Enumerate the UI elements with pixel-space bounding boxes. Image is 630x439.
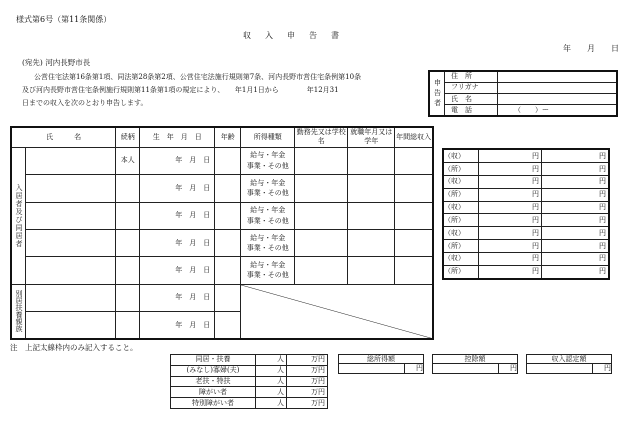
household-header-row	[11, 127, 433, 147]
member-name-cell[interactable]	[26, 284, 116, 311]
birthdate-cell[interactable]: 年 月 日	[140, 147, 215, 174]
income-side-table	[442, 148, 610, 280]
income-side-total[interactable]: 円	[542, 163, 610, 176]
relation-cell[interactable]	[116, 175, 140, 202]
income-side-amount[interactable]: 円	[479, 240, 542, 253]
header-annual-income: 年間総収入	[395, 127, 433, 147]
employment-cell[interactable]	[348, 175, 395, 202]
income-side-amount[interactable]: 円	[479, 252, 542, 265]
deduction-row	[171, 355, 328, 366]
income-side-amount[interactable]: 円	[479, 188, 542, 201]
age-cell[interactable]	[215, 147, 241, 174]
income-type-business: 事業・その他	[246, 271, 289, 280]
workplace-cell[interactable]	[295, 147, 348, 174]
income-type-cell[interactable]	[241, 257, 295, 284]
workplace-cell[interactable]	[295, 229, 348, 256]
phone-field[interactable]: （ ）ー	[498, 105, 618, 116]
workplace-cell[interactable]	[295, 175, 348, 202]
recognized-income-label: 収入認定額	[527, 355, 612, 364]
relation-cell[interactable]	[116, 202, 140, 229]
annual-income-cell[interactable]	[395, 147, 433, 174]
group-label-dependents: 別居扶養親族	[11, 284, 26, 339]
diagonal-line	[241, 285, 432, 338]
income-side-total[interactable]: 円	[542, 175, 610, 188]
total-income-value[interactable]	[339, 364, 405, 374]
income-side-total[interactable]: 円	[542, 265, 610, 279]
relation-cell[interactable]: 本人	[116, 147, 140, 174]
recognized-income-unit: 円	[593, 364, 612, 374]
income-side-row	[443, 175, 609, 188]
birthdate-cell[interactable]: 年 月 日	[140, 229, 215, 256]
annual-income-cell[interactable]	[395, 229, 433, 256]
household-table	[10, 126, 434, 340]
income-side-tag: （収）	[443, 175, 479, 188]
deduction-label: 老扶・特扶	[171, 376, 256, 387]
income-side-tag: （収）	[443, 227, 479, 240]
deduction-count[interactable]: 人	[256, 398, 287, 409]
income-side-amount[interactable]: 円	[479, 265, 542, 279]
income-side-total[interactable]: 円	[542, 252, 610, 265]
income-side-row	[443, 240, 609, 253]
deduction-row	[171, 387, 328, 398]
table-row	[11, 229, 433, 256]
deduction-amount[interactable]: 万円	[287, 398, 328, 409]
recognized-income-box	[526, 354, 612, 374]
table-row	[11, 284, 433, 311]
income-type-salary: 給与・年金	[250, 233, 286, 242]
name-field[interactable]	[498, 94, 618, 105]
applicant-side-label: 申告者	[429, 71, 445, 116]
employment-cell[interactable]	[348, 257, 395, 284]
income-side-total[interactable]: 円	[542, 214, 610, 227]
income-side-tag: （所）	[443, 188, 479, 201]
intro-line-2: 及び河内長野市営住宅条例施行規則第11条第1項の規定により、 年1月1日から 年12月31	[22, 86, 339, 94]
income-type-salary: 給与・年金	[250, 260, 286, 269]
addressee: (宛先) 河内長野市長	[22, 58, 91, 67]
income-side-amount[interactable]: 円	[479, 163, 542, 176]
deduction-row	[171, 365, 328, 376]
deduction-amount[interactable]: 万円	[287, 376, 328, 387]
income-side-row	[443, 188, 609, 201]
note: 注 上記太線枠内のみ記入すること。	[10, 343, 138, 352]
deduction-label: 特別障がい者	[171, 398, 256, 409]
income-side-tag: （収）	[443, 201, 479, 214]
group-label-residents: 入居者及び同居者	[11, 147, 26, 284]
workplace-cell[interactable]	[295, 257, 348, 284]
deduction-amount-value[interactable]	[433, 364, 499, 374]
name-label: 氏 名	[445, 94, 498, 105]
income-type-business: 事業・その他	[246, 244, 289, 253]
intro-line-1: 公営住宅法第16条第1項、同法第28条第2項、公営住宅法施行規則第7条、河内長野市営住宅条例第10条	[34, 73, 362, 81]
income-type-salary: 給与・年金	[250, 178, 286, 187]
annual-income-cell[interactable]	[395, 175, 433, 202]
relation-cell[interactable]	[116, 229, 140, 256]
member-name-cell[interactable]	[26, 147, 116, 174]
income-side-amount[interactable]: 円	[479, 214, 542, 227]
relation-cell[interactable]	[116, 312, 140, 339]
employment-cell[interactable]	[348, 229, 395, 256]
income-type-salary: 給与・年金	[250, 206, 286, 215]
income-side-row	[443, 227, 609, 240]
deduction-label: 障がい者	[171, 387, 256, 398]
furigana-label: フリガナ	[445, 82, 498, 93]
income-side-tag: （所）	[443, 240, 479, 253]
income-side-tag: （収）	[443, 149, 479, 163]
annual-income-cell[interactable]	[395, 202, 433, 229]
birthdate-cell[interactable]: 年 月 日	[140, 175, 215, 202]
annual-income-cell[interactable]	[395, 257, 433, 284]
age-cell[interactable]	[215, 312, 241, 339]
income-side-total[interactable]: 円	[542, 201, 610, 214]
member-name-cell[interactable]	[26, 175, 116, 202]
income-side-row	[443, 214, 609, 227]
intro-line-3: 日までの収入を次のとおり申告します。	[22, 99, 148, 107]
header-income-type: 所得種類	[241, 127, 295, 147]
workplace-cell[interactable]	[295, 202, 348, 229]
header-relation: 続柄	[116, 127, 140, 147]
income-side-amount[interactable]: 円	[479, 175, 542, 188]
employment-cell[interactable]	[348, 147, 395, 174]
deduction-amount-label: 控除額	[433, 355, 518, 364]
member-name-cell[interactable]	[26, 312, 116, 339]
birthdate-cell[interactable]: 年 月 日	[140, 202, 215, 229]
furigana-field[interactable]	[498, 82, 618, 93]
member-name-cell[interactable]	[26, 202, 116, 229]
table-row	[11, 257, 433, 284]
member-name-cell[interactable]	[26, 257, 116, 284]
deduction-amount[interactable]: 万円	[287, 387, 328, 398]
total-income-label: 総所得額	[339, 355, 424, 364]
deduction-count[interactable]: 人	[256, 387, 287, 398]
header-employment: 就職年月又は学年	[348, 127, 395, 147]
recognized-income-value[interactable]	[527, 364, 593, 374]
income-type-business: 事業・その他	[246, 161, 289, 170]
deduction-amount-box	[432, 354, 518, 374]
table-row	[11, 202, 433, 229]
relation-cell[interactable]	[116, 284, 140, 311]
deduction-count[interactable]: 人	[256, 365, 287, 376]
total-income-box	[338, 354, 424, 374]
age-cell[interactable]	[215, 202, 241, 229]
income-type-cell[interactable]	[241, 147, 295, 174]
age-cell[interactable]	[215, 257, 241, 284]
income-side-total[interactable]: 円	[542, 240, 610, 253]
income-side-tag: （所）	[443, 265, 479, 279]
applicant-box	[428, 70, 618, 117]
deduction-amount-unit: 円	[499, 364, 518, 374]
submission-date[interactable]: 年 月 日	[563, 44, 619, 53]
deduction-amount[interactable]: 万円	[287, 355, 328, 366]
deduction-label: 同居・扶養	[171, 355, 256, 366]
header-age: 年齢	[215, 127, 241, 147]
deduction-label: (みなし)寡婦(夫)	[171, 365, 256, 376]
income-type-business: 事業・その他	[246, 216, 289, 225]
deduction-row	[171, 376, 328, 387]
birthdate-cell[interactable]: 年 月 日	[140, 257, 215, 284]
total-income-unit: 円	[405, 364, 424, 374]
income-side-total[interactable]: 円	[542, 149, 610, 163]
relation-cell[interactable]	[116, 257, 140, 284]
income-type-salary: 給与・年金	[250, 151, 286, 160]
phone-label: 電 話	[445, 105, 498, 116]
income-side-row	[443, 201, 609, 214]
income-side-amount[interactable]: 円	[479, 201, 542, 214]
address-label: 住 所	[445, 71, 498, 82]
employment-cell[interactable]	[348, 202, 395, 229]
income-type-cell[interactable]	[241, 175, 295, 202]
income-side-row	[443, 149, 609, 163]
birthdate-cell[interactable]: 年 月 日	[140, 284, 215, 311]
income-side-tag: （収）	[443, 252, 479, 265]
income-side-row	[443, 163, 609, 176]
deduction-table	[170, 354, 328, 409]
income-side-total[interactable]: 円	[542, 227, 610, 240]
income-side-row	[443, 252, 609, 265]
deduction-count[interactable]: 人	[256, 355, 287, 366]
income-side-amount[interactable]: 円	[479, 227, 542, 240]
income-side-total[interactable]: 円	[542, 188, 610, 201]
income-type-business: 事業・その他	[246, 189, 289, 198]
birthdate-cell[interactable]: 年 月 日	[140, 312, 215, 339]
member-name-cell[interactable]	[26, 229, 116, 256]
form-id: 様式第6号（第11条関係）	[16, 15, 112, 24]
address-field[interactable]	[498, 71, 618, 82]
header-birthdate: 生 年 月 日	[140, 127, 215, 147]
income-type-cell[interactable]	[241, 229, 295, 256]
income-side-tag: （所）	[443, 163, 479, 176]
form-title: 収 入 申 告 書	[243, 31, 342, 40]
income-side-tag: （所）	[443, 214, 479, 227]
age-cell[interactable]	[215, 284, 241, 311]
deduction-count[interactable]: 人	[256, 376, 287, 387]
deduction-amount[interactable]: 万円	[287, 365, 328, 376]
age-cell[interactable]	[215, 229, 241, 256]
income-type-cell[interactable]	[241, 202, 295, 229]
table-row	[11, 147, 433, 174]
header-workplace: 勤務先又は学校名	[296, 128, 346, 146]
income-side-amount[interactable]: 円	[479, 149, 542, 163]
header-name: 氏 名	[11, 127, 116, 147]
table-row	[11, 175, 433, 202]
income-side-row	[443, 265, 609, 279]
deduction-row	[171, 398, 328, 409]
hatched-area	[241, 284, 433, 339]
age-cell[interactable]	[215, 175, 241, 202]
